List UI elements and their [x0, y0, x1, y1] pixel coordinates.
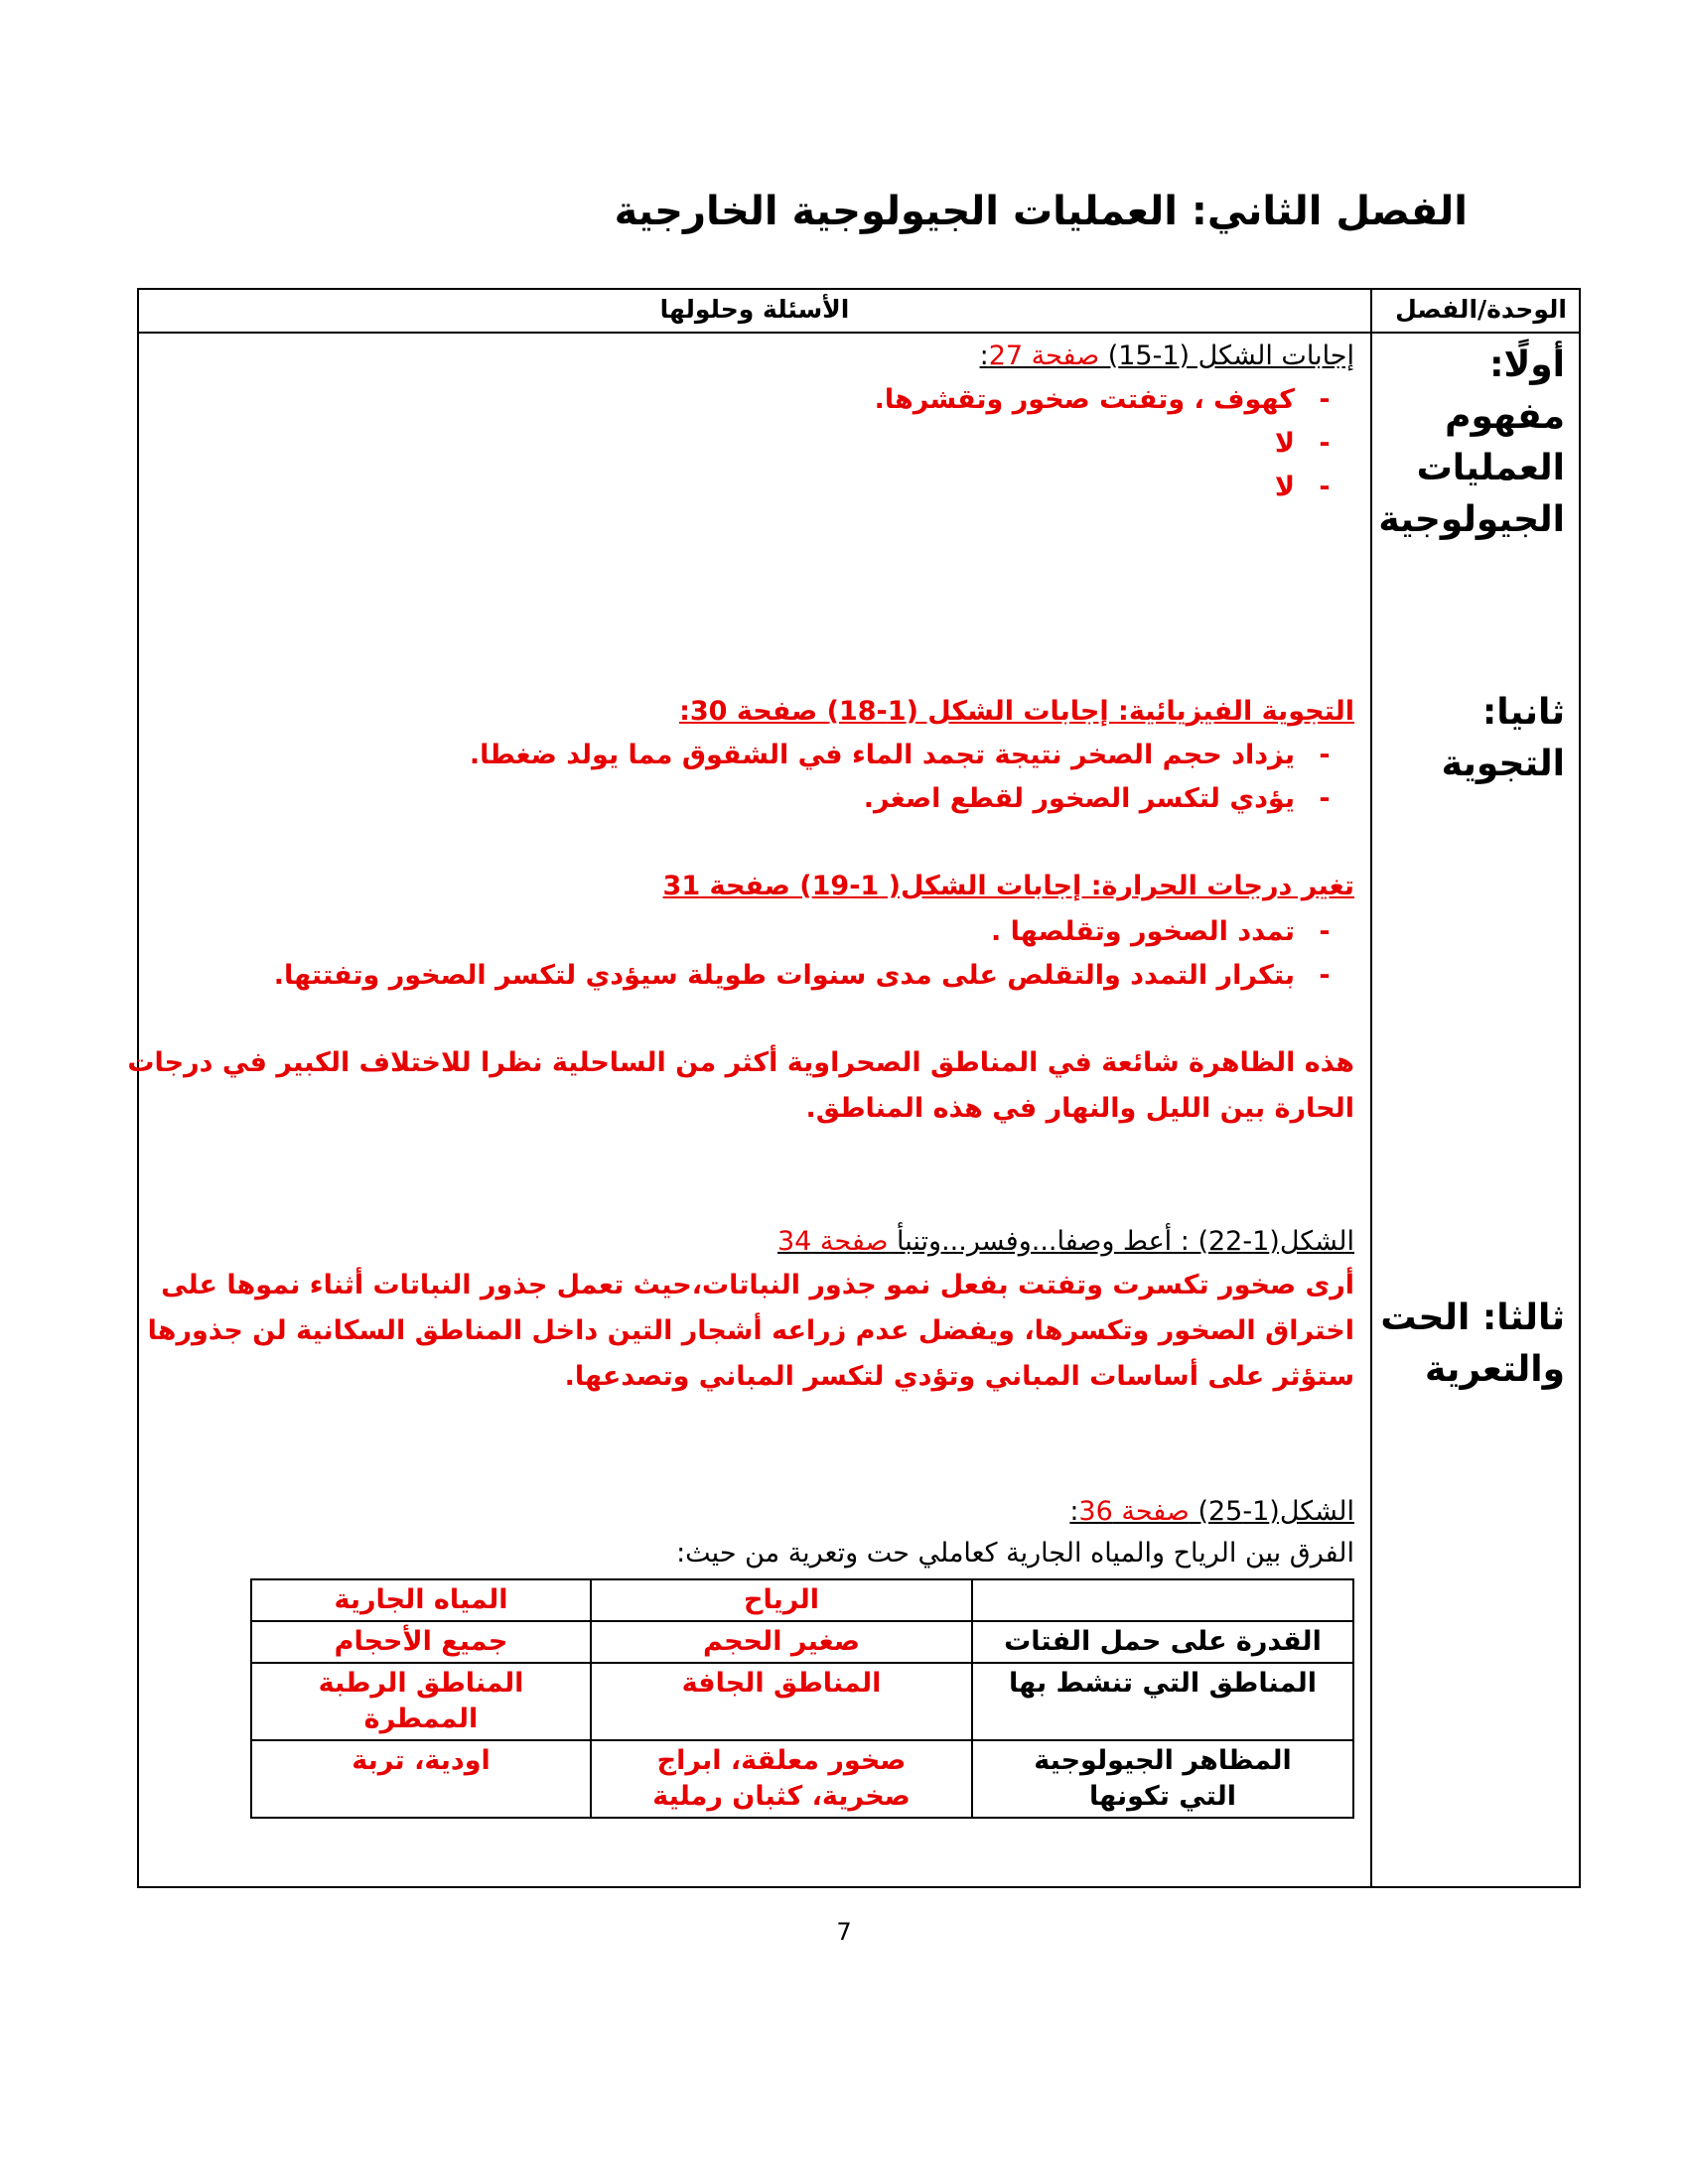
header-questions-answers: الأسئلة وحلولها: [659, 295, 850, 324]
sec4-paragraph-line: اختراق الصخور وتكسرها، ويفضل عدم زراعه أشجار التين داخل المناطق السكانية لن جذورها: [147, 1315, 1354, 1346]
header-unit-chapter: الوحدة/الفصل: [1395, 295, 1567, 324]
comparison-water-value: المناطق الرطبة الممطرة: [251, 1663, 591, 1740]
sec3-paragraph-line: هذه الظاهرة شائعة في المناطق الصحراوية أكثر من الساحلية نظرا للاختلاف الكبير في درجات: [127, 1047, 1354, 1078]
sec3-heading: تغير درجات الحرارة: إجابات الشكل( 1-19) صفحة 31: [662, 871, 1354, 901]
sec2-heading: التجوية الفيزيائية: إجابات الشكل (1-18) صفحة 30:: [679, 696, 1354, 727]
unit-line: الجيولوجية: [1378, 499, 1565, 540]
bullet-text: بتكرار التمدد والتقلص على مدى سنوات طويلة سيؤدي لتكسر الصخور وتفتتها.: [273, 960, 1295, 991]
comparison-water-value: اودية، تربة: [251, 1740, 591, 1818]
sec1-heading: [980, 338, 1354, 375]
comparison-wind-value: صخور معلقة، ابراج صخرية، كثبان رملية: [591, 1740, 972, 1818]
sec4-heading-text: الشكل(1-22) : أعط وصفا...وفسر...وتنبأ: [888, 1226, 1354, 1257]
bullet-text: يؤدي لتكسر الصخور لقطع اصغر.: [863, 783, 1295, 814]
comparison-header-cell: [972, 1579, 1353, 1621]
document-title: الفصل الثاني: العمليات الجيولوجية الخارجية: [614, 189, 1468, 234]
bullet-text: تمدد الصخور وتقلصها .: [990, 916, 1295, 947]
page-number: 7: [836, 1918, 852, 1946]
sec4-heading: [777, 1223, 1354, 1261]
sec4-paragraph-line: ستؤثر على أساسات المباني وتؤدي لتكسر المباني وتصدعها.: [564, 1361, 1354, 1392]
sec1-heading-page: صفحة 27: [988, 341, 1100, 371]
sec4-paragraph-line: أرى صخور تكسرت وتفتت بفعل نمو جذور النباتات،حيث تعمل جذور النباتات أثناء نموها على: [161, 1270, 1354, 1300]
unit-concept-of-geological-processes: [1370, 340, 1579, 546]
sec1-heading-text: إجابات الشكل (1-15): [1099, 341, 1354, 371]
sec1-bullet: -لا: [1274, 428, 1331, 459]
unit-line: أولًا: مفهوم: [1445, 344, 1565, 437]
bullet-text: لا: [1274, 428, 1295, 459]
unit-line: والتعرية: [1425, 1349, 1565, 1390]
unit-line: العمليات: [1416, 448, 1565, 488]
sec1-bullet: -كهوف ، وتفتت صخور وتقشرها.: [874, 384, 1331, 415]
unit-line: التجوية: [1441, 744, 1565, 784]
comparison-header-wind: الرياح: [591, 1579, 972, 1621]
comparison-water-value: جميع الأحجام: [251, 1621, 591, 1663]
sec5-heading: [1069, 1493, 1354, 1531]
comparison-row: [251, 1663, 1353, 1740]
comparison-wind-value: صغير الحجم: [591, 1621, 972, 1663]
unit-line: ثالثا: الحت: [1380, 1297, 1565, 1338]
sec2-bullet: -يزداد حجم الصخر نتيجة تجمد الماء في الشقوق مما يولد ضغطا.: [469, 740, 1331, 770]
sec1-bullet: -لا: [1274, 472, 1331, 502]
unit-line: ثانيا:: [1481, 692, 1565, 733]
sec2-bullet: -يؤدي لتكسر الصخور لقطع اصغر.: [863, 783, 1331, 814]
comparison-criterion: المظاهر الجيولوجية التي تكونها: [972, 1740, 1353, 1818]
sec5-heading-page: صفحة 36: [1078, 1496, 1190, 1527]
answers-column: [127, 0, 1354, 2184]
comparison-criterion: القدرة على حمل الفتات: [972, 1621, 1353, 1663]
comparison-row: [251, 1740, 1353, 1818]
bullet-text: كهوف ، وتفتت صخور وتقشرها.: [874, 384, 1295, 415]
comparison-header-row: [251, 1579, 1353, 1621]
sec3-paragraph-line: الحارة بين الليل والنهار في هذه المناطق.: [805, 1093, 1354, 1124]
sec5-heading-text: الشكل(1-25): [1189, 1496, 1354, 1527]
comparison-table: [250, 1578, 1354, 1819]
bullet-text: لا: [1274, 472, 1295, 502]
comparison-row: [251, 1621, 1353, 1663]
comparison-header-water: المياه الجارية: [251, 1579, 591, 1621]
sec3-bullet: -بتكرار التمدد والتقلص على مدى سنوات طويلة سيؤدي لتكسر الصخور وتفتتها.: [273, 960, 1331, 991]
sec5-heading-suffix: :: [1069, 1496, 1079, 1527]
sec5-intro: الفرق بين الرياح والمياه الجارية كعاملي حت وتعرية من حيث:: [676, 1538, 1354, 1569]
comparison-criterion: المناطق التي تنشط بها: [972, 1663, 1353, 1740]
unit-weathering: [1370, 687, 1579, 790]
bullet-text: يزداد حجم الصخر نتيجة تجمد الماء في الشقوق مما يولد ضغطا.: [469, 740, 1295, 770]
sec4-heading-page: صفحة 34: [776, 1226, 889, 1257]
sec1-heading-suffix: :: [979, 341, 989, 371]
sec3-bullet: -تمدد الصخور وتقلصها .: [990, 916, 1331, 947]
comparison-wind-value: المناطق الجافة: [591, 1663, 972, 1740]
unit-erosion: [1370, 1293, 1579, 1396]
